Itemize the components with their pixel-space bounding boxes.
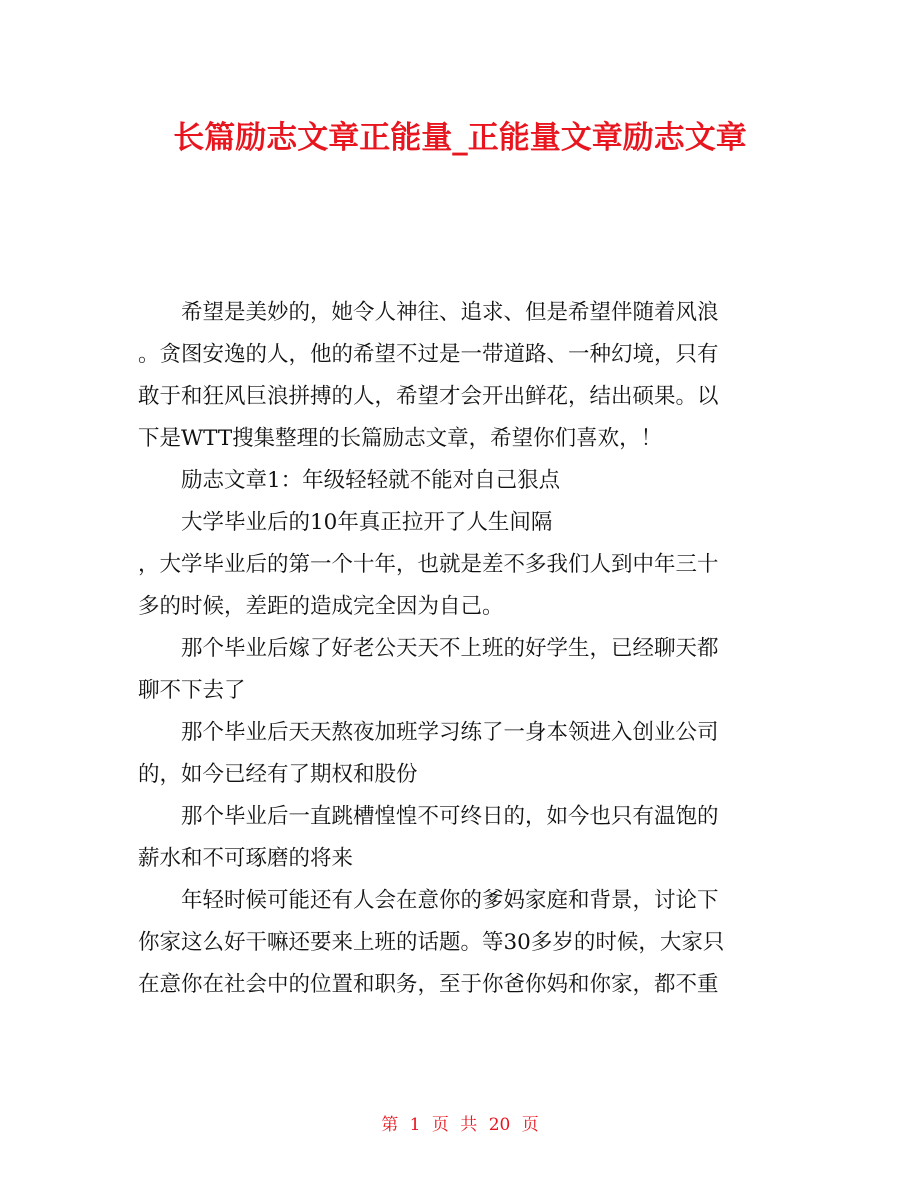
paragraph-job-hopper: 那个毕业后一直跳槽惶惶不可终日的，如今也只有温饱的 薪水和不可琢磨的将来 (138, 804, 719, 871)
paragraph-family-background: 年轻时候可能还有人会在意你的爹妈家庭和背景，讨论下 你家这么好干嘛还要来上班的话题。等30多岁的时候，大家只 在意你在社会中的位置和职务，至于你爸你妈和你家，都不重 (138, 888, 725, 997)
paragraph-intro: 希望是美妙的，她令人神往、追求、但是希望伴随着风浪 。贪图安逸的人，他的希望不过是一带道路、一种幻境，只有 敢于和狂风巨浪拼搏的人，希望才会开出鲜花，结出硕果。以 下是WTT搜集整理的长篇励志文章，希望你们喜欢，！ (138, 300, 719, 451)
paragraph-article-heading: 励志文章1：年级轻轻就不能对自己狠点 (181, 468, 561, 493)
paragraph-first-decade: ，大学毕业后的第一个十年，也就是差不多我们人到中年三十 多的时候，差距的造成完全因为自己。 (138, 552, 719, 619)
page-number-footer: 第 1 页 共 20 页 (381, 1115, 539, 1135)
document-title: 长篇励志文章正能量_正能量文章励志文章 (173, 120, 747, 156)
paragraph-hard-worker: 那个毕业后天天熬夜加班学习练了一身本领进入创业公司 的，如今已经有了期权和股份 (138, 720, 719, 787)
paragraph-gap-statement: 大学毕业后的10年真正拉开了人生间隔 (181, 510, 553, 535)
paragraph-married-student: 那个毕业后嫁了好老公天天不上班的好学生，已经聊天都 聊不下去了 (138, 636, 719, 703)
document-body (138, 292, 784, 1006)
